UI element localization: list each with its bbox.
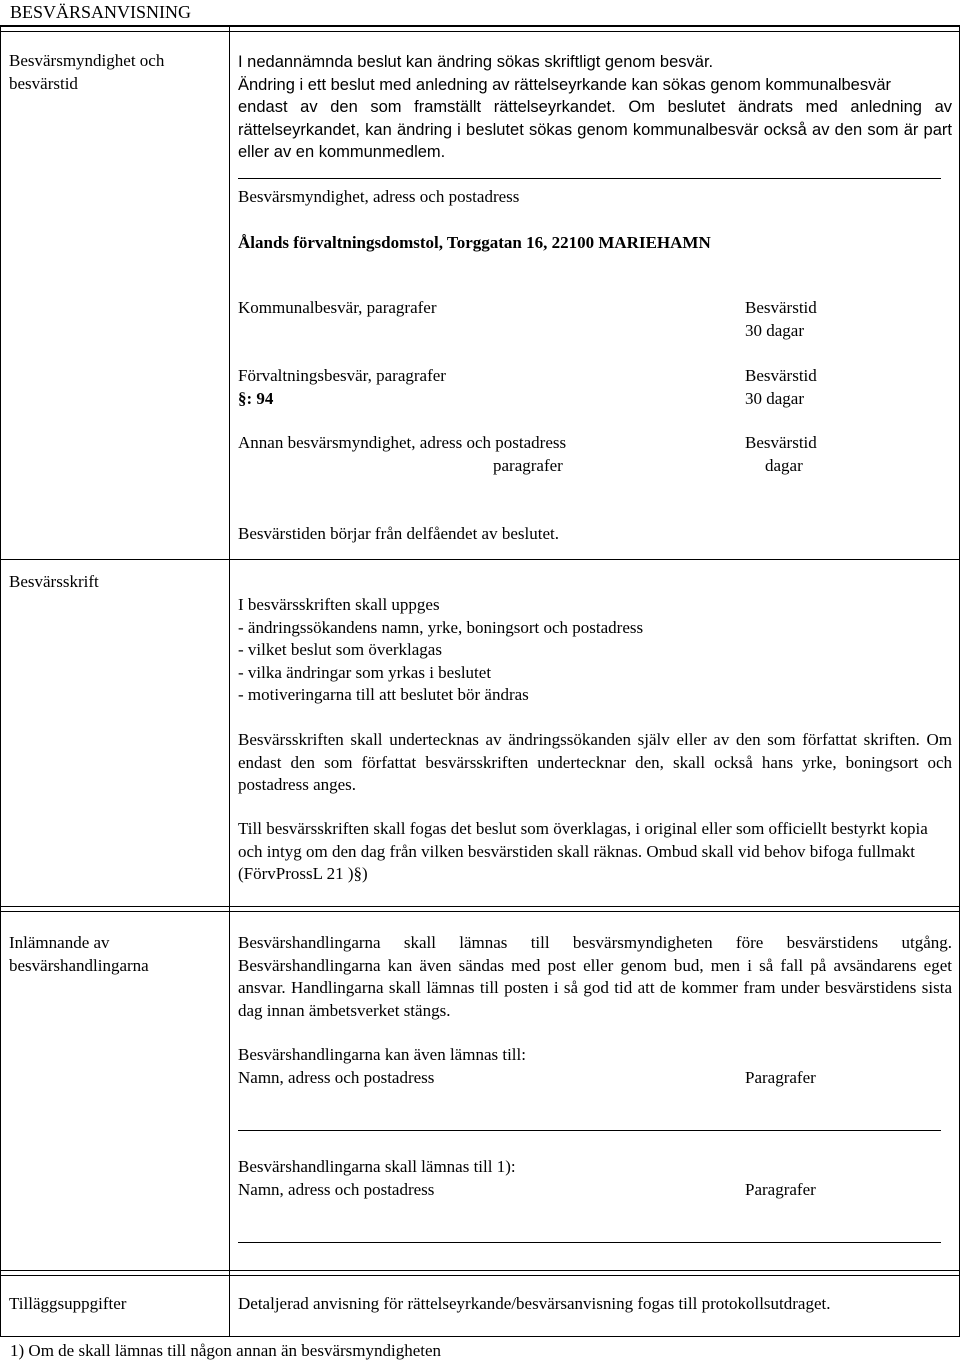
section-label-line: besvärshandlingarna <box>9 955 149 975</box>
alt-fill-line <box>238 1130 941 1131</box>
other-time: dagar <box>765 456 803 475</box>
intro-line: I nedannämnda beslut kan ändring sökas skriftligt genom besvär. <box>238 53 714 71</box>
section-label-submission <box>9 932 209 977</box>
forvaltning-time: 30 dagar <box>745 389 805 408</box>
alt-name-label: Namn, adress och postadress <box>238 1068 435 1087</box>
other-time-label: Besvärstid <box>745 433 817 452</box>
time-start-note: Besvärstiden börjar från delfåendet av beslutet. <box>238 524 559 543</box>
must-fill-line <box>238 1242 941 1243</box>
additional-info-text: Detaljerad anvisning för rättelseyrkande/besvärsanvisning fogas till protokollsutdraget. <box>238 1294 831 1313</box>
list-item: - ändringssökandens namn, yrke, boningsort och postadress <box>238 617 644 637</box>
must-name-label: Namn, adress och postadress <box>238 1180 435 1199</box>
row-divider-1 <box>1 559 959 560</box>
signature-paragraph: Besvärsskriften skall undertecknas av ändringssökanden själv eller av den som författat skriften. Om endast den som författat besvärsskriften undertecknar den, skall också hans yrke, boningsort och postadress anges. <box>238 730 952 794</box>
section-label-line: Besvärsmyndighet och <box>9 51 165 70</box>
section-label-additional: Tilläggsuppgifter <box>9 1294 127 1313</box>
must-submit-caption: Besvärshandlingarna skall lämnas till 1): <box>238 1157 516 1176</box>
attachments-paragraph: Till besvärsskriften skall fogas det beslut som överklagas, i original eller som officiellt bestyrkt kopia och intyg om den dag från vilken besvärstiden skall räknas. Ombud skall vid behov bifoga fullmakt (FörvProssL 21 )§) <box>238 819 928 883</box>
other-authority-label: Annan besvärsmyndighet, adress och postadress <box>238 433 567 452</box>
top-double-rule <box>1 26 959 32</box>
list-item: - vilka ändringar som yrkas i beslutet <box>238 662 492 682</box>
intro-line: endast av den som framställt rättelseyrkandet. <box>238 98 616 116</box>
alt-paragraph-label: Paragrafer <box>745 1068 816 1087</box>
intro-paragraph <box>238 96 952 164</box>
submission-paragraph: Besvärshandlingarna skall lämnas till besvärsmyndigheten före besvärstidens utgång. Besvärshandlingarna kan även sändas med post eller genom bud, men i så fall på avsändarens eget ansvar. Handlingarna skall lämnas till posten i så god tid att de kommer fram under besvärstidens sista dag innan ämbetsverket stängs. <box>238 933 952 1020</box>
intro-line: Ändring i ett beslut med anledning av rättelseyrkande kan sökas genom kommunalbesvär <box>238 75 892 94</box>
kommunal-label: Kommunalbesvär, paragrafer <box>238 298 437 317</box>
forvaltning-label: Förvaltningsbesvär, paragrafer <box>238 366 446 385</box>
document-title: BESVÄRSANVISNING <box>10 2 192 22</box>
other-paragraphs-label: paragrafer <box>493 456 563 475</box>
appeal-content-list <box>238 594 952 707</box>
list-item: - vilket beslut som överklagas <box>238 640 442 659</box>
authority-fill-line <box>238 178 941 179</box>
kommunal-time-label: Besvärstid <box>745 298 817 317</box>
column-divider <box>229 26 230 1336</box>
row-divider-2 <box>1 906 959 912</box>
list-item: - motiveringarna till att beslutet bör ändras <box>238 685 529 704</box>
intro-tail: Om beslutet ändrats med anledning av rättelseyrkandet, kan ändring i beslutet sökas genom kommunalbesvär också av den som är part eller av en kommunmedlem. <box>238 98 952 161</box>
section-label-line: Inlämnande av <box>9 933 110 952</box>
section-label-line: besvärstid <box>9 73 78 93</box>
attachments-text: Till besvärsskriften skall fogas det beslut som överklagas, i original eller som officiellt bestyrkt kopia och intyg om den dag från vilken besvärstiden skall räknas. Ombud skall vid behov bifoga fullmakt (FörvProssL 21 ) <box>238 819 928 883</box>
intro-text <box>238 51 952 96</box>
section-sign-icon: § <box>238 389 247 408</box>
section-label-authority <box>9 50 209 95</box>
forvaltning-paragraphs <box>238 388 952 411</box>
authority-caption: Besvärsmyndighet, adress och postadress <box>238 187 520 206</box>
appeal-instructions-table <box>0 25 960 1337</box>
must-paragraph-label: Paragrafer <box>745 1180 816 1199</box>
section-label-appeal-document: Besvärsskrift <box>9 572 99 591</box>
authority-name: Ålands förvaltningsdomstol, Torggatan 16, 22100 MARIEHAMN <box>238 233 711 252</box>
list-intro: I besvärsskriften skall uppges <box>238 595 440 614</box>
footnote: 1) Om de skall lämnas till någon annan än besvärsmyndigheten <box>10 1341 442 1360</box>
forvaltning-time-label: Besvärstid <box>745 366 817 385</box>
section-sign-icon: § <box>353 864 363 883</box>
row-divider-3 <box>1 1270 959 1276</box>
kommunal-time: 30 dagar <box>745 321 805 340</box>
alt-submit-caption: Besvärshandlingarna kan även lämnas till: <box>238 1045 526 1064</box>
forvaltning-paragraph-value: : 94 <box>246 389 274 408</box>
